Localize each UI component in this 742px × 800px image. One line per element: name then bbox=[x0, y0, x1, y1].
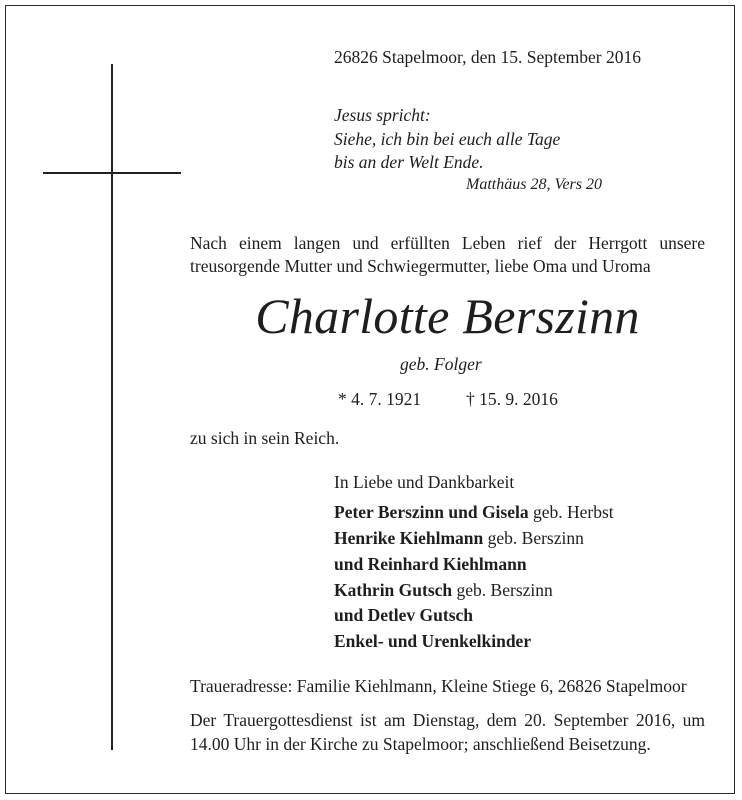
service-line-1: Der Trauergottesdienst ist am Dienstag, dem 20. September 2016, um bbox=[190, 710, 705, 730]
service-line-2: 14.00 Uhr in der Kirche zu Stapelmoor; anschließend Beisetzung. bbox=[190, 734, 651, 754]
deceased-name: Charlotte Berszinn bbox=[255, 288, 640, 344]
intro-line-2: treusorgende Mutter und Schwiegermutter, liebe Oma und Uroma bbox=[190, 256, 651, 276]
mourner-row-6: Enkel- und Urenkelkinder bbox=[334, 631, 532, 651]
mourner-row-2 bbox=[334, 526, 584, 550]
birth-date: * 4. 7. 1921 bbox=[338, 389, 422, 409]
mourner-row-1 bbox=[334, 500, 614, 524]
mourning-address: Traueradresse: Familie Kiehlmann, Kleine Stiege 6, 26826 Stapelmoor bbox=[190, 676, 687, 696]
mourner-row-2-suffix: geb. Berszinn bbox=[483, 528, 584, 548]
mourner-row-4 bbox=[334, 578, 553, 602]
verse-line-2: Siehe, ich bin bei euch alle Tage bbox=[334, 129, 561, 149]
mourner-row-5: und Detlev Gutsch bbox=[334, 605, 474, 625]
mourner-row-1-suffix: geb. Herbst bbox=[528, 502, 614, 522]
place-date: 26826 Stapelmoor, den 15. September 2016 bbox=[334, 47, 641, 67]
verse-line-1: Jesus spricht: bbox=[334, 105, 431, 125]
verse-line-3: bis an der Welt Ende. bbox=[334, 152, 484, 172]
mourner-row-1-name: Peter Berszinn und Gisela bbox=[334, 502, 529, 522]
mourner-row-4-name: Kathrin Gutsch bbox=[334, 580, 453, 600]
mourner-row-4-suffix: geb. Berszinn bbox=[452, 580, 553, 600]
cross-vertical-bar bbox=[111, 64, 113, 750]
reich-line: zu sich in sein Reich. bbox=[190, 428, 340, 448]
mourner-row-2-name: Henrike Kiehlmann bbox=[334, 528, 484, 548]
intro-line-1: Nach einem langen und erfüllten Leben rief der Herrgott unsere bbox=[190, 233, 705, 253]
verse-reference: Matthäus 28, Vers 20 bbox=[466, 176, 602, 193]
mourner-row-3: und Reinhard Kiehlmann bbox=[334, 554, 527, 574]
death-date: † 15. 9. 2016 bbox=[466, 389, 558, 409]
mourners-heading: In Liebe und Dankbarkeit bbox=[334, 472, 515, 492]
cross-horizontal-bar bbox=[43, 172, 181, 174]
maiden-name: geb. Folger bbox=[400, 354, 482, 374]
